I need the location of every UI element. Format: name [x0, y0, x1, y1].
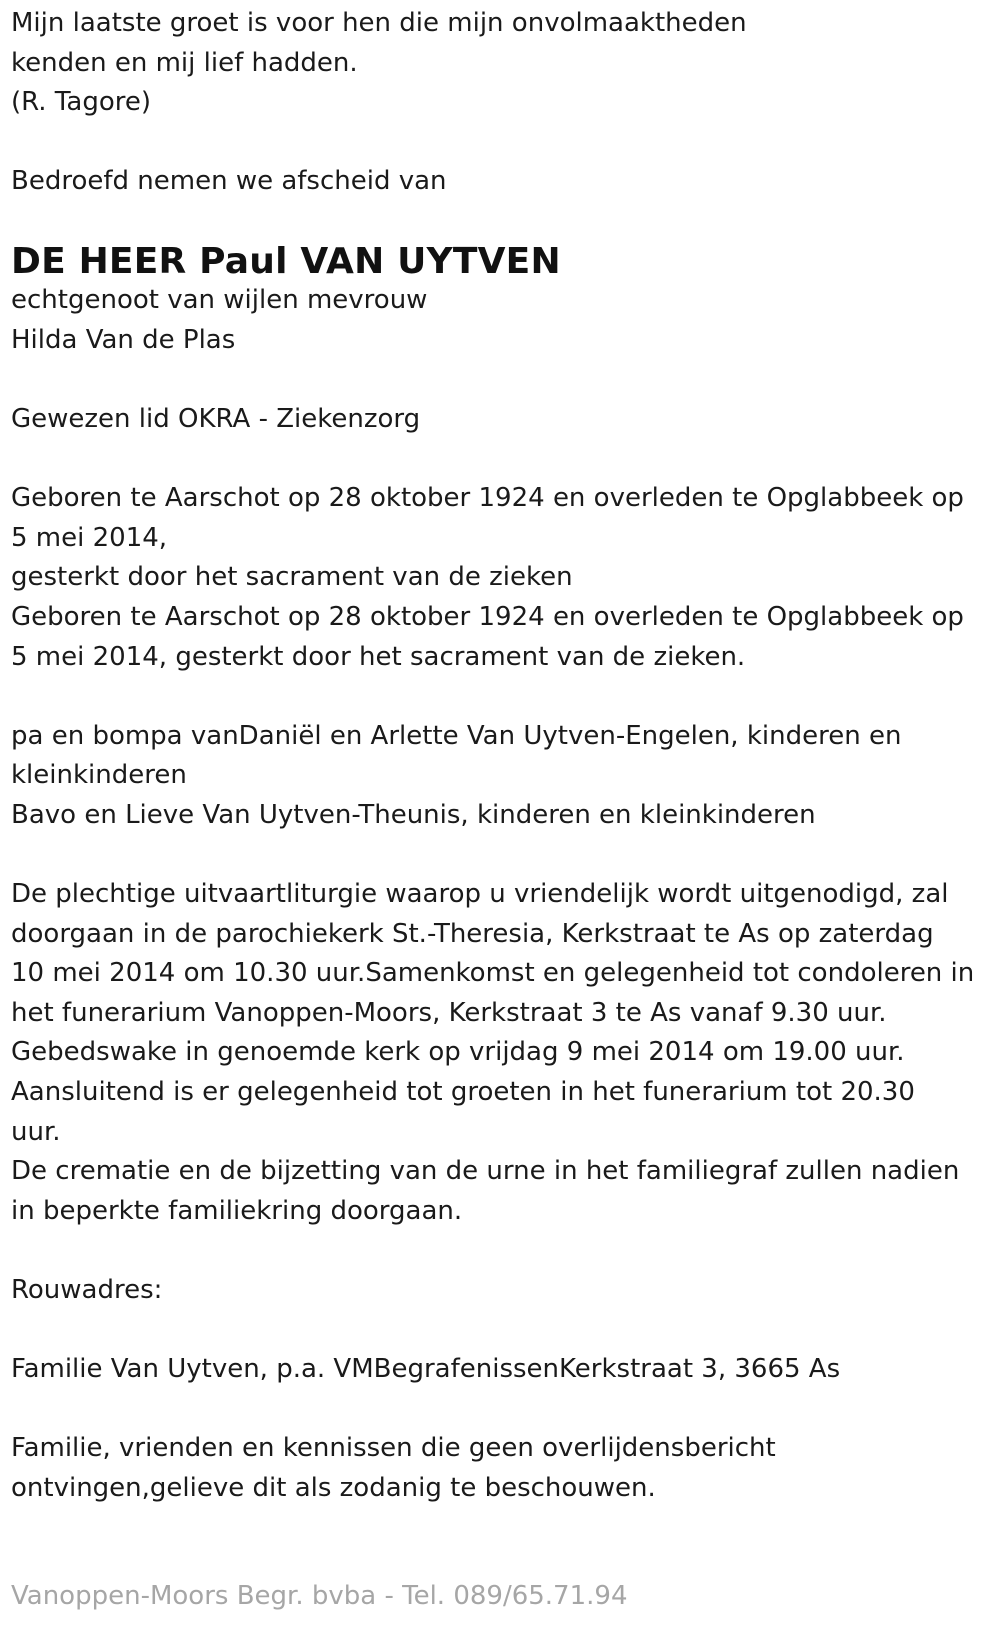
spacer: [11, 835, 990, 875]
ceremony-block: [11, 875, 990, 1231]
notice-line: Familie, vrienden en kennissen die geen overlijdensbericht: [11, 1433, 776, 1464]
birth-death-line: 5 mei 2014, gesterkt door het sacrament van de zieken.: [11, 641, 746, 672]
quote-line: kenden en mij lief hadden.: [11, 47, 358, 78]
family-line: Bavo en Lieve Van Uytven-Theunis, kinderen en kleinkinderen: [11, 799, 816, 830]
ceremony-line: Aansluitend is er gelegenheid tot groeten in het funerarium tot 20.30: [11, 1077, 915, 1108]
ceremony-line: het funerarium Vanoppen-Moors, Kerkstraat 3 te As vanaf 9.30 uur.: [11, 997, 887, 1028]
spacer: [11, 1231, 990, 1271]
quote-line: Mijn laatste groet is voor hen die mijn onvolmaaktheden: [11, 8, 747, 38]
ceremony-line: Gebedswake in genoemde kerk op vrijdag 9 mei 2014 om 19.00 uur.: [11, 1037, 905, 1068]
spacer: [11, 123, 990, 163]
ceremony-line: uur.: [11, 1116, 61, 1147]
birth-death-line: 5 mei 2014,: [11, 522, 168, 553]
family-line: kleinkinderen: [11, 760, 187, 791]
ceremony-line: De crematie en de bijzetting van de urne in het familiegraf zullen nadien: [11, 1156, 960, 1187]
spouse-line: echtgenoot van wijlen mevrouw: [11, 285, 428, 316]
membership-text: Gewezen lid OKRA - Ziekenzorg: [11, 403, 421, 434]
spacer: [11, 440, 990, 480]
notice-block: [11, 1429, 990, 1508]
spacer: [11, 202, 990, 242]
birth-death-line: Geboren te Aarschot op 28 oktober 1924 en overleden te Opglabbeek op: [11, 601, 964, 632]
birth-death-line: Geboren te Aarschot op 28 oktober 1924 en overleden te Opglabbeek op: [11, 483, 964, 514]
birth-death-line: gesterkt door het sacrament van de zieken: [11, 562, 573, 593]
address-value: Familie Van Uytven, p.a. VMBegrafenissenKerkstraat 3, 3665 As: [11, 1354, 841, 1385]
spacer: [11, 360, 990, 400]
quote-author: (R. Tagore): [11, 87, 151, 118]
family-line: pa en bompa vanDaniël en Arlette Van Uytven-Engelen, kinderen en: [11, 720, 902, 751]
notice-line: ontvingen,gelieve dit als zodanig te beschouwen.: [11, 1472, 656, 1503]
ceremony-line: 10 mei 2014 om 10.30 uur.Samenkomst en gelegenheid tot condoleren in: [11, 958, 975, 989]
quote-block: [11, 4, 990, 123]
birth-death-block: [11, 479, 990, 677]
deceased-name: DE HEER Paul VAN UYTVEN: [11, 240, 561, 282]
address-label: Rouwadres:: [11, 1275, 163, 1305]
funeral-home-footer: Vanoppen-Moors Begr. bvba - Tel. 089/65.71.94: [11, 1581, 628, 1611]
spacer: [11, 1390, 990, 1430]
ceremony-line: doorgaan in de parochiekerk St.-Theresia, Kerkstraat te As op zaterdag: [11, 918, 934, 949]
ceremony-line: in beperkte familiekring doorgaan.: [11, 1195, 463, 1226]
spacer: [11, 677, 990, 717]
intro-text: Bedroefd nemen we afscheid van: [11, 166, 447, 197]
family-block: [11, 717, 990, 836]
spacer: [11, 1311, 990, 1351]
spouse-name: Hilda Van de Plas: [11, 324, 236, 355]
ceremony-line: De plechtige uitvaartliturgie waarop u vriendelijk wordt uitgenodigd, zal: [11, 879, 949, 910]
